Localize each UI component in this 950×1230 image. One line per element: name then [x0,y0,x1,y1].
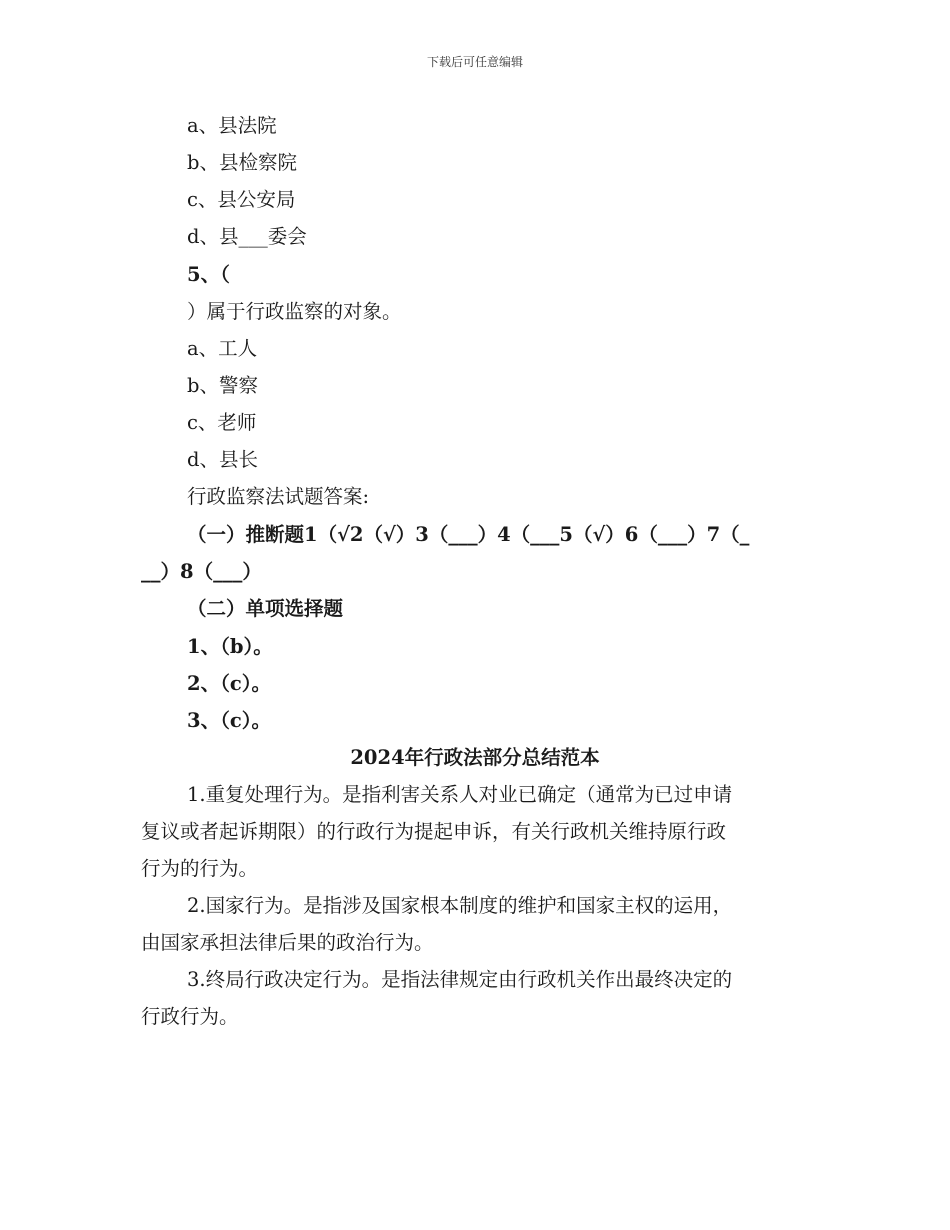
q4-option-d: d、县___委会 [187,225,307,248]
answers-part1-line1: （一）推断题1（√2（√）3（___）4（___5（√）6（___）7（_ [187,523,750,546]
answer-item-3: 3、（c）。 [187,709,271,732]
answers-part2-heading: （二）单项选择题 [187,597,344,620]
q4-option-b: b、县检察院 [187,151,297,174]
answer-item-2: 2、（c）。 [187,672,271,695]
summary-p2-line1: 2.国家行为。是指涉及国家根本制度的维护和国家主权的运用， [187,894,733,917]
q5-option-b: b、警察 [187,374,258,397]
answer-item-1: 1、（b）。 [187,635,273,658]
q4-option-c: c、县公安局 [187,188,296,211]
q5-option-d: d、县长 [187,448,258,471]
q4-option-a: a、县法院 [187,114,277,137]
q5-stem: ）属于行政监察的对象。 [187,300,402,323]
summary-p1-line2: 复议或者起诉期限）的行政行为提起申诉，有关行政机关维持原行政 [141,820,727,843]
answers-heading: 行政监察法试题答案: [187,485,370,508]
summary-p3-line2: 行政行为。 [141,1005,239,1028]
summary-p3-line1: 3.终局行政决定行为。是指法律规定由行政机关作出最终决定的 [187,968,733,991]
answers-part1-line2: __）8（___） [141,560,262,583]
q5-option-c: c、老师 [187,411,257,434]
summary-p2-line2: 由国家承担法律后果的政治行为。 [141,931,434,954]
q5-number: 5、（ [187,263,230,286]
q5-option-a: a、工人 [187,337,258,360]
summary-title: 2024年行政法部分总结范本 [350,746,600,769]
summary-p1-line1: 1.重复处理行为。是指利害关系人对业已确定（通常为已过申请 [187,783,733,806]
summary-p1-line3: 行为的行为。 [141,857,259,880]
page-header: 下载后可任意编辑 [426,55,523,69]
